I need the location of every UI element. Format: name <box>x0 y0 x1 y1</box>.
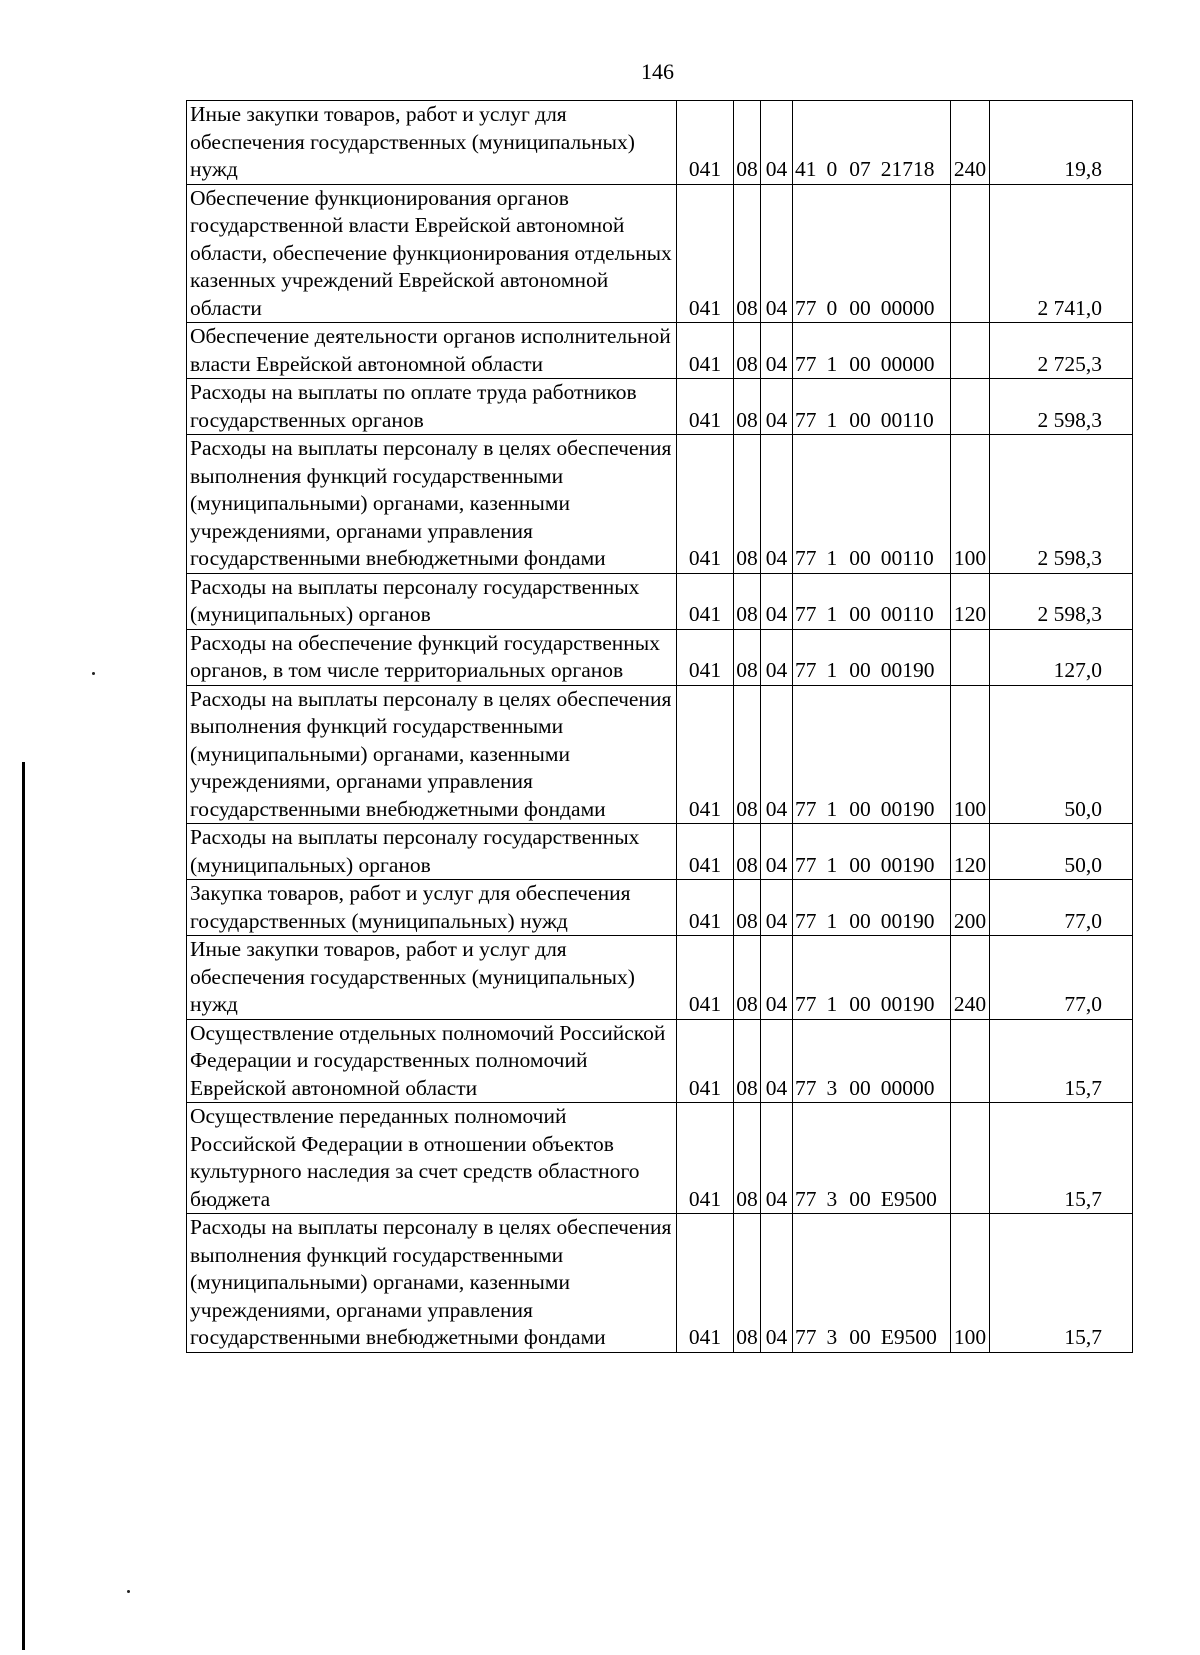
subsection-code-cell: 04 <box>761 435 793 574</box>
amount-cell: 2 598,3 <box>990 573 1133 629</box>
expense-type-code-cell <box>951 629 990 685</box>
target-article-main-event: 00 <box>849 351 871 376</box>
target-article-program: 77 <box>795 546 817 570</box>
expense-type-code-cell <box>951 1019 990 1103</box>
target-article-cell <box>793 629 951 685</box>
target-article-subprogram: 0 <box>826 295 838 320</box>
target-article-main-event: 00 <box>849 852 871 877</box>
target-article-subprogram: 0 <box>826 157 838 181</box>
admin-code-cell: 041 <box>677 685 734 824</box>
section-code-cell: 08 <box>734 1103 761 1214</box>
amount-cell: 2 725,3 <box>990 323 1133 379</box>
expense-type-code-cell: 240 <box>951 936 990 1020</box>
target-article-cell <box>793 936 951 1020</box>
amount-cell: 2 598,3 <box>990 435 1133 574</box>
target-article-direction: 00190 <box>880 852 935 877</box>
admin-code-cell: 041 <box>677 1214 734 1353</box>
section-code-cell: 08 <box>734 880 761 936</box>
scan-margin-line <box>22 762 25 1650</box>
expense-name-cell: Закупка товаров, работ и услуг для обеспечения государственных (муниципальных) нужд <box>187 880 677 936</box>
admin-code-cell: 041 <box>677 1103 734 1214</box>
expense-type-code-cell <box>951 379 990 435</box>
target-article-program: 77 <box>795 351 817 376</box>
section-code-cell: 08 <box>734 101 761 185</box>
target-article-main-event: 00 <box>849 1325 871 1349</box>
section-code-cell: 08 <box>734 824 761 880</box>
target-article-main-event: 00 <box>849 908 871 933</box>
target-article-direction: 00190 <box>880 908 935 933</box>
scan-speck <box>92 672 95 675</box>
subsection-code-cell: 04 <box>761 101 793 185</box>
target-article-program: 77 <box>795 796 817 821</box>
table-row <box>187 101 1133 185</box>
table-row <box>187 880 1133 936</box>
target-article-cell <box>793 824 951 880</box>
target-article-direction: 00110 <box>880 407 934 432</box>
amount-cell: 127,0 <box>990 629 1133 685</box>
expense-name-cell: Расходы на выплаты персоналу в целях обеспечения выполнения функций государственными (муниципальными) органами, казенными учреждениями, органами управления государственными внебюджетными фондами <box>187 1214 677 1353</box>
target-article-main-event: 00 <box>849 1075 871 1100</box>
target-article-direction: Е9500 <box>880 1325 937 1349</box>
subsection-code-cell: 04 <box>761 1214 793 1353</box>
target-article-main-event: 00 <box>849 1186 871 1211</box>
target-article-direction: 00000 <box>880 351 935 376</box>
target-article-main-event: 00 <box>849 407 871 432</box>
section-code-cell: 08 <box>734 1214 761 1353</box>
target-article-cell <box>793 1214 951 1353</box>
admin-code-cell: 041 <box>677 1019 734 1103</box>
table-row <box>187 1103 1133 1214</box>
amount-cell: 2 598,3 <box>990 379 1133 435</box>
target-article-cell <box>793 573 951 629</box>
table-row <box>187 184 1133 323</box>
expense-type-code-cell <box>951 184 990 323</box>
budget-table <box>186 100 1133 1353</box>
section-code-cell: 08 <box>734 685 761 824</box>
target-article-main-event: 00 <box>849 602 871 626</box>
admin-code-cell: 041 <box>677 936 734 1020</box>
subsection-code-cell: 04 <box>761 184 793 323</box>
table-row <box>187 379 1133 435</box>
admin-code-cell: 041 <box>677 629 734 685</box>
subsection-code-cell: 04 <box>761 685 793 824</box>
target-article-program: 41 <box>795 157 817 181</box>
expense-type-code-cell: 100 <box>951 685 990 824</box>
section-code-cell: 08 <box>734 1019 761 1103</box>
table-row <box>187 1214 1133 1353</box>
amount-cell: 15,7 <box>990 1103 1133 1214</box>
expense-type-code-cell: 120 <box>951 824 990 880</box>
admin-code-cell: 041 <box>677 101 734 185</box>
expense-name-cell: Расходы на выплаты персоналу государственных (муниципальных) органов <box>187 824 677 880</box>
target-article-main-event: 00 <box>849 796 871 821</box>
budget-table-body <box>187 101 1133 1353</box>
target-article-direction: 21718 <box>880 157 935 181</box>
section-code-cell: 08 <box>734 629 761 685</box>
target-article-subprogram: 1 <box>826 351 838 376</box>
admin-code-cell: 041 <box>677 880 734 936</box>
target-article-cell <box>793 379 951 435</box>
subsection-code-cell: 04 <box>761 379 793 435</box>
target-article-main-event: 07 <box>849 157 871 181</box>
target-article-cell <box>793 685 951 824</box>
target-article-cell <box>793 1019 951 1103</box>
target-article-subprogram: 1 <box>826 407 838 432</box>
subsection-code-cell: 04 <box>761 936 793 1020</box>
expense-type-code-cell <box>951 323 990 379</box>
subsection-code-cell: 04 <box>761 629 793 685</box>
target-article-program: 77 <box>795 658 817 682</box>
expense-type-code-cell: 100 <box>951 435 990 574</box>
expense-type-code-cell <box>951 1103 990 1214</box>
target-article-direction: Е9500 <box>880 1186 937 1211</box>
amount-cell: 15,7 <box>990 1214 1133 1353</box>
table-row <box>187 323 1133 379</box>
admin-code-cell: 041 <box>677 573 734 629</box>
target-article-direction: 00110 <box>880 602 934 626</box>
target-article-program: 77 <box>795 295 817 320</box>
target-article-main-event: 00 <box>849 992 871 1016</box>
expense-name-cell: Иные закупки товаров, работ и услуг для обеспечения государственных (муниципальных) нужд <box>187 101 677 185</box>
amount-cell: 50,0 <box>990 685 1133 824</box>
amount-cell: 77,0 <box>990 936 1133 1020</box>
admin-code-cell: 041 <box>677 184 734 323</box>
expense-type-code-cell: 200 <box>951 880 990 936</box>
target-article-subprogram: 3 <box>826 1186 838 1211</box>
page-number: 146 <box>641 59 674 84</box>
subsection-code-cell: 04 <box>761 880 793 936</box>
subsection-code-cell: 04 <box>761 573 793 629</box>
table-row <box>187 629 1133 685</box>
table-row <box>187 936 1133 1020</box>
target-article-subprogram: 1 <box>826 908 838 933</box>
target-article-program: 77 <box>795 1075 817 1100</box>
expense-name-cell: Иные закупки товаров, работ и услуг для обеспечения государственных (муниципальных) нужд <box>187 936 677 1020</box>
subsection-code-cell: 04 <box>761 1019 793 1103</box>
expense-type-code-cell: 240 <box>951 101 990 185</box>
target-article-main-event: 00 <box>849 295 871 320</box>
expense-name-cell: Расходы на выплаты по оплате труда работников государственных органов <box>187 379 677 435</box>
expense-type-code-cell: 100 <box>951 1214 990 1353</box>
target-article-cell <box>793 184 951 323</box>
section-code-cell: 08 <box>734 184 761 323</box>
section-code-cell: 08 <box>734 573 761 629</box>
target-article-program: 77 <box>795 908 817 933</box>
admin-code-cell: 041 <box>677 323 734 379</box>
amount-cell: 2 741,0 <box>990 184 1133 323</box>
target-article-subprogram: 3 <box>826 1075 838 1100</box>
target-article-program: 77 <box>795 407 817 432</box>
amount-cell: 19,8 <box>990 101 1133 185</box>
target-article-cell <box>793 1103 951 1214</box>
scan-speck <box>127 1590 130 1593</box>
section-code-cell: 08 <box>734 323 761 379</box>
expense-name-cell: Расходы на выплаты персоналу государственных (муниципальных) органов <box>187 573 677 629</box>
section-code-cell: 08 <box>734 379 761 435</box>
target-article-direction: 00190 <box>880 658 935 682</box>
section-code-cell: 08 <box>734 435 761 574</box>
amount-cell: 77,0 <box>990 880 1133 936</box>
target-article-subprogram: 1 <box>826 546 838 570</box>
section-code-cell: 08 <box>734 936 761 1020</box>
target-article-program: 77 <box>795 1325 817 1349</box>
expense-name-cell: Обеспечение деятельности органов исполнительной власти Еврейской автономной области <box>187 323 677 379</box>
expense-name-cell: Расходы на выплаты персоналу в целях обеспечения выполнения функций государственными (муниципальными) органами, казенными учреждениями, органами управления государственными внебюджетными фондами <box>187 685 677 824</box>
expense-name-cell: Расходы на выплаты персоналу в целях обеспечения выполнения функций государственными (муниципальными) органами, казенными учреждениями, органами управления государственными внебюджетными фондами <box>187 435 677 574</box>
target-article-subprogram: 1 <box>826 992 838 1016</box>
target-article-cell <box>793 101 951 185</box>
table-row <box>187 573 1133 629</box>
target-article-subprogram: 1 <box>826 658 838 682</box>
target-article-program: 77 <box>795 1186 817 1211</box>
target-article-subprogram: 1 <box>826 602 838 626</box>
target-article-direction: 00110 <box>880 546 934 570</box>
subsection-code-cell: 04 <box>761 824 793 880</box>
target-article-subprogram: 1 <box>826 796 838 821</box>
target-article-main-event: 00 <box>849 658 871 682</box>
table-row <box>187 685 1133 824</box>
target-article-main-event: 00 <box>849 546 871 570</box>
table-row <box>187 435 1133 574</box>
expense-type-code-cell: 120 <box>951 573 990 629</box>
subsection-code-cell: 04 <box>761 1103 793 1214</box>
target-article-program: 77 <box>795 852 817 877</box>
admin-code-cell: 041 <box>677 379 734 435</box>
admin-code-cell: 041 <box>677 824 734 880</box>
amount-cell: 50,0 <box>990 824 1133 880</box>
table-row <box>187 824 1133 880</box>
target-article-cell <box>793 323 951 379</box>
expense-name-cell: Расходы на обеспечение функций государственных органов, в том числе территориальных органов <box>187 629 677 685</box>
target-article-cell <box>793 435 951 574</box>
target-article-direction: 00000 <box>880 295 935 320</box>
subsection-code-cell: 04 <box>761 323 793 379</box>
target-article-program: 77 <box>795 602 817 626</box>
target-article-subprogram: 3 <box>826 1325 838 1349</box>
expense-name-cell: Осуществление отдельных полномочий Российской Федерации и государственных полномочий Еврейской автономной области <box>187 1019 677 1103</box>
amount-cell: 15,7 <box>990 1019 1133 1103</box>
expense-name-cell: Обеспечение функционирования органов государственной власти Еврейской автономной области, обеспечение функционирования отдельных казенных учреждений Еврейской автономной области <box>187 184 677 323</box>
target-article-direction: 00190 <box>880 992 935 1016</box>
target-article-direction: 00190 <box>880 796 935 821</box>
expense-name-cell: Осуществление переданных полномочий Российской Федерации в отношении объектов культурного наследия за счет средств областного бюджета <box>187 1103 677 1214</box>
target-article-cell <box>793 880 951 936</box>
target-article-direction: 00000 <box>880 1075 935 1100</box>
target-article-program: 77 <box>795 992 817 1016</box>
table-row <box>187 1019 1133 1103</box>
target-article-subprogram: 1 <box>826 852 838 877</box>
admin-code-cell: 041 <box>677 435 734 574</box>
